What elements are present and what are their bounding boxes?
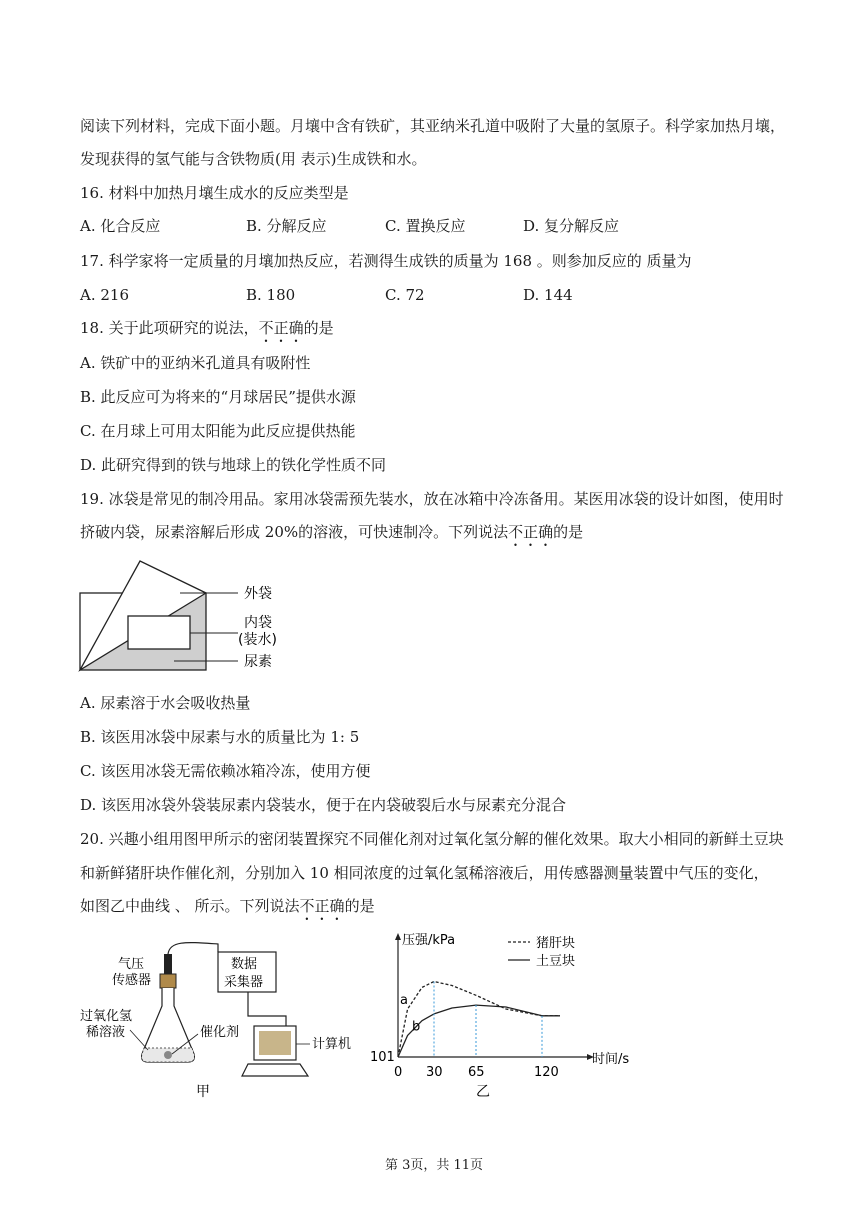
curve-label-b: b bbox=[412, 1019, 421, 1035]
label-urea: 尿素 bbox=[244, 654, 272, 670]
h2o2-leader bbox=[130, 1030, 148, 1050]
apparatus-caption: 甲 bbox=[196, 1084, 210, 1100]
x-tick-label-2: 30 bbox=[426, 1065, 443, 1080]
q16-stem: 16. 材料中加热月壤生成水的反应类型是 bbox=[80, 184, 349, 202]
computer-screen bbox=[259, 1031, 291, 1055]
intro-line-1: 阅读下列材料，完成下面小题。月壤中含有铁矿，其亚纳米孔道中吸附了大量的氢原子。科学家加热月壤， bbox=[80, 117, 786, 135]
q18-option-b: B. 此反应可为将来的“月球居民”提供水源 bbox=[80, 388, 356, 406]
q17-option-d: D. 144 bbox=[523, 286, 573, 304]
x-tick-label-3: 65 bbox=[468, 1065, 485, 1080]
catalyst-label: 催化剂 bbox=[200, 1025, 240, 1040]
chart-caption: 乙 bbox=[476, 1084, 490, 1100]
h2o2-label-1: 过氧化氢 bbox=[80, 1009, 133, 1024]
y-axis-arrow bbox=[395, 933, 401, 940]
q19-line-2-post: 的是 bbox=[553, 523, 584, 541]
q19-option-d: D. 该医用冰袋外袋装尿素内袋装水，便于在内袋破裂后水与尿素充分混合 bbox=[80, 796, 567, 814]
q20-line-3-post: 的是 bbox=[344, 897, 375, 915]
label-outer-bag: 外袋 bbox=[244, 586, 272, 602]
x-tick-label-1: 0 bbox=[394, 1065, 403, 1080]
q18-option-c: C. 在月球上可用太阳能为此反应提供热能 bbox=[80, 422, 356, 440]
q20-line-3 bbox=[80, 896, 375, 924]
pressure-chart bbox=[368, 930, 638, 1100]
q20-line-3-emphasis: 不正确 bbox=[299, 897, 345, 915]
q18-stem-emphasis: 不正确 bbox=[258, 319, 304, 337]
flask-stopper bbox=[160, 974, 176, 988]
q17-stem: 17. 科学家将一定质量的月壤加热反应，若测得生成铁的质量为 168 。则参加反应的 质量为 bbox=[80, 252, 692, 270]
sensor-label-2: 传感器 bbox=[112, 973, 152, 988]
q19-line-2-pre: 挤破内袋，尿素溶解后形成 20%的溶液，可快速制冷。下列说法 bbox=[80, 523, 509, 541]
q18-stem bbox=[80, 318, 334, 346]
catalyst-lump bbox=[164, 1051, 172, 1059]
sensor-cable bbox=[168, 943, 218, 954]
page-footer: 第 3页，共 11页 bbox=[384, 1158, 484, 1173]
q16-option-a: A. 化合反应 bbox=[80, 217, 161, 235]
ice-bag-figure bbox=[78, 555, 308, 677]
label-inner-bag: 内袋 bbox=[244, 615, 272, 631]
q19-line-2-emphasis: 不正确 bbox=[508, 523, 554, 541]
q18-stem-post: 的是 bbox=[303, 319, 334, 337]
q16-option-d: D. 复分解反应 bbox=[523, 217, 620, 235]
h2o2-label-2: 稀溶液 bbox=[86, 1025, 126, 1040]
y-origin-label: 101 bbox=[370, 1050, 395, 1065]
intro-line-2: 发现获得的氢气能与含铁物质(用 表示)生成铁和水。 bbox=[80, 150, 427, 168]
apparatus-figure bbox=[78, 930, 368, 1100]
collector-label-1: 数据 bbox=[231, 957, 258, 972]
legend-label-2: 土豆块 bbox=[536, 954, 576, 969]
curve-label-a: a bbox=[400, 993, 408, 1009]
q17-option-c: C. 72 bbox=[385, 286, 425, 304]
label-inner-bag-water: (装水) bbox=[238, 632, 277, 648]
q19-line-1: 19. 冰袋是常见的制冷用品。家用冰袋需预先装水，放在冰箱中冷冻备用。某医用冰袋的设计如图，使用时 bbox=[80, 490, 784, 508]
legend-label-1: 猪肝块 bbox=[536, 936, 576, 951]
y-axis-label: 压强/kPa bbox=[402, 933, 456, 948]
q19-option-c: C. 该医用冰袋无需依赖冰箱冷冻，使用方便 bbox=[80, 762, 371, 780]
computer-label: 计算机 bbox=[312, 1037, 352, 1052]
q17-option-a: A. 216 bbox=[80, 286, 129, 304]
inner-bag bbox=[128, 616, 190, 649]
sensor-label-1: 气压 bbox=[118, 957, 145, 972]
x-axis-label: 时间/s bbox=[592, 1052, 630, 1067]
computer-keyboard bbox=[242, 1064, 308, 1076]
q16-option-b: B. 分解反应 bbox=[246, 217, 327, 235]
q18-option-d: D. 此研究得到的铁与地球上的铁化学性质不同 bbox=[80, 456, 387, 474]
series-line-1 bbox=[398, 982, 560, 1058]
q18-option-a: A. 铁矿中的亚纳米孔道具有吸附性 bbox=[80, 354, 311, 372]
computer-cable bbox=[248, 992, 286, 1026]
q19-line-2 bbox=[80, 522, 583, 550]
q20-line-2: 和新鲜猪肝块作催化剂，分别加入 10 相同浓度的过氧化氢稀溶液后，用传感器测量装置中气压的变化， bbox=[80, 864, 769, 882]
q18-stem-pre: 18. 关于此项研究的说法， bbox=[80, 319, 259, 337]
q16-option-c: C. 置换反应 bbox=[385, 217, 466, 235]
q20-line-3-pre: 如图乙中曲线 、 所示。下列说法 bbox=[80, 897, 300, 915]
q19-option-b: B. 该医用冰袋中尿素与水的质量比为 1: 5 bbox=[80, 728, 360, 746]
x-tick-label-4: 120 bbox=[534, 1065, 559, 1080]
q17-option-b: B. 180 bbox=[246, 286, 296, 304]
series-line-2 bbox=[398, 1005, 560, 1057]
collector-label-2: 采集器 bbox=[224, 975, 264, 990]
q19-option-a: A. 尿素溶于水会吸收热量 bbox=[80, 694, 251, 712]
q20-line-1: 20. 兴趣小组用图甲所示的密闭装置探究不同催化剂对过氧化氢分解的催化效果。取大小相同的新鲜土豆块 bbox=[80, 830, 784, 848]
